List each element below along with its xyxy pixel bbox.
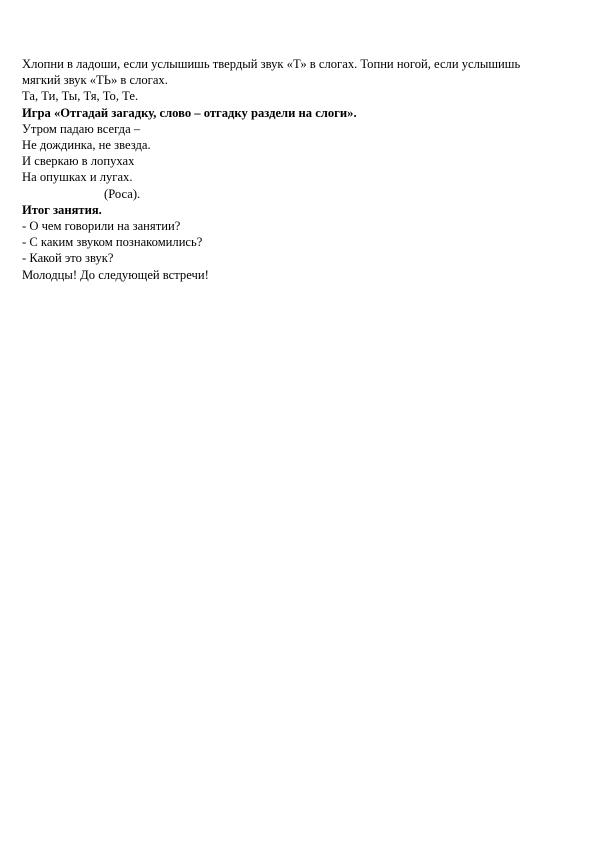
question-line-2: - С каким звуком познакомились? (22, 235, 203, 250)
question-line-1: - О чем говорили на занятии? (22, 219, 181, 234)
syllables-line: Та, Ти, Ты, Тя, То, Те. (22, 89, 139, 104)
game-heading: Игра «Отгадай загадку, слово – отгадку раздели на слоги». (22, 105, 357, 120)
riddle-line-4: На опушках и лугах. (22, 170, 133, 185)
question-line-3: - Какой это звук? (22, 251, 114, 266)
instruction-line-2: мягкий звук «ТЬ» в слогах. (22, 73, 168, 88)
summary-heading: Итог занятия. (22, 202, 102, 217)
document-body (22, 56, 578, 283)
closing-line: Молодцы! До следующей встречи! (22, 267, 209, 282)
instruction-line-1: Хлопни в ладоши, если услышишь твердый звук «Т» в слогах. Топни ногой, если услышишь (22, 57, 521, 71)
riddle-line-2: Не дождинка, не звезда. (22, 138, 151, 153)
riddle-answer: (Роса). (104, 186, 141, 201)
riddle-line-3: И сверкаю в лопухах (22, 154, 135, 169)
riddle-line-1: Утром падаю всегда – (22, 121, 141, 136)
